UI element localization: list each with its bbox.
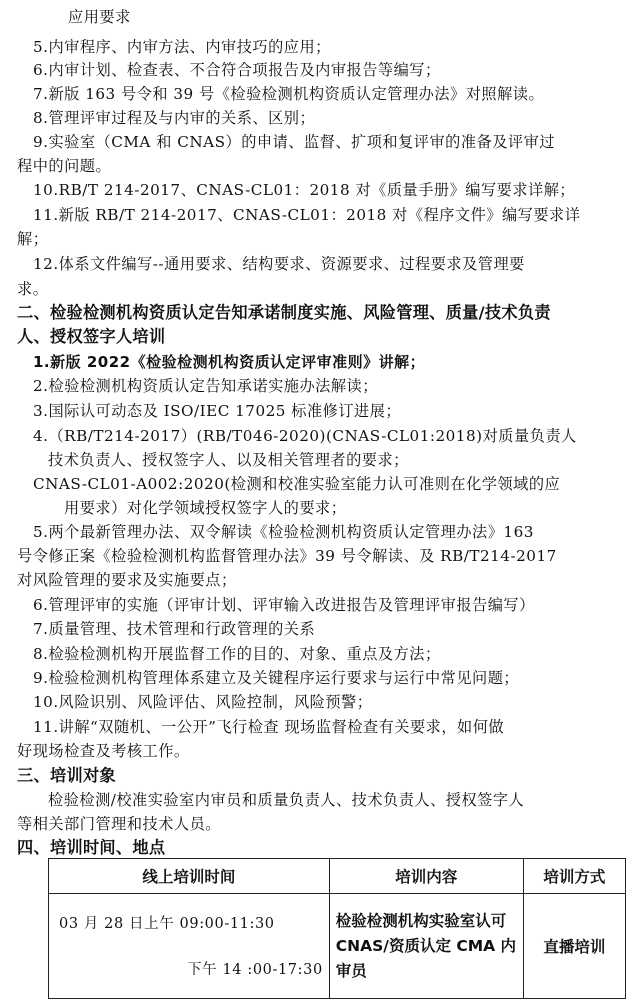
time-morning: 03 月 28 日上午 09:00-11:30 [59,916,275,932]
content-cell: 检验检测机构实验室认可 CNAS/资质认定 CMA 内审员 [329,894,523,999]
s4-heading: 四、培训时间、地点 [17,838,166,857]
s2-item-4-line2: 技术负责人、授权签字人、以及相关管理者的要求； [48,451,409,469]
s2-heading-line2: 人、授权签字人培训 [17,327,166,346]
s2-item-11-line1: 11.讲解“双随机、一公开”飞行检查 现场监督检查有关要求，如何做 [33,718,505,736]
s3-heading: 三、培训对象 [17,766,116,785]
s2-item-5-line2: 号令修正案《检验检测机构监督管理办法》39 号令解读、及 RB/T214-2017 [17,547,557,565]
s1-item-8: 8.管理评审过程及与内审的关系、区别； [33,109,316,127]
header-mode: 培训方式 [523,859,625,894]
table-header-row [49,859,626,894]
header-online-time: 线上培训时间 [49,859,330,894]
s2-item-8: 8.检验检测机构开展监督工作的目的、对象、重点及方法； [33,645,441,663]
s1-item-10: 10.RB/T 214-2017、CNAS-CL01：2018 对《质量手册》编写要求详解； [33,181,576,199]
table-row [49,894,626,999]
s3-text-line2: 等相关部门管理和技术人员。 [17,815,221,833]
s2-item-10: 10.风险识别、风险评估、风险控制，风险预警； [33,693,373,711]
s2-item-6: 6.管理评审的实施（评审计划、评审输入改进报告及管理评审报告编写） [33,596,535,614]
time-cell [49,894,330,999]
s1-item-9-line2: 程中的问题。 [17,157,112,175]
s1-item-11-line1: 11.新版 RB/T 214-2017、CNAS-CL01：2018 对《程序文件》编写要求详 [33,206,581,224]
s1-item-5: 5.内审程序、内审方法、内审技巧的应用； [33,38,331,56]
s2-item-2: 2.检验检测机构资质认定告知承诺实施办法解读； [33,377,378,395]
header-content: 培训内容 [329,859,523,894]
s3-text-line1: 检验检测/校准实验室内审员和质量负责人、技术负责人、授权签字人 [48,791,525,809]
s2-item-4-line1: 4.（RB/T214-2017）(RB/T046-2020)(CNAS-CL01:2018)对质量负责人 [33,427,577,445]
s2-item-4-line4: 用要求）对化学领域授权签字人的要求； [64,499,347,517]
s2-item-3: 3.国际认可动态及 ISO/IEC 17025 标准修订进展； [33,402,402,420]
s1-item-9-line1: 9.实验室（CMA 和 CNAS）的申请、监督、扩项和复评审的准备及评审过 [33,133,555,151]
s1-continuation: 应用要求 [68,8,131,26]
s1-item-6: 6.内审计划、检查表、不合符合项报告及内审报告等编写； [33,61,441,79]
s1-item-12-line2: 求。 [17,280,49,298]
s2-item-7: 7.质量管理、技术管理和行政管理的关系 [33,620,316,638]
s2-heading-line1: 二、检验检测机构资质认定告知承诺制度实施、风险管理、质量/技术负责 [17,303,551,322]
s2-item-5-line3: 对风险管理的要求及实施要点； [17,571,237,589]
s2-item-1: 1.新版 2022《检验检测机构资质认定评审准则》讲解； [33,353,426,371]
mode-cell: 直播培训 [523,894,625,999]
s2-item-4-line3: CNAS-CL01-A002:2020(检测和校准实验室能力认可准则在化学领域的应 [33,475,561,493]
s2-item-11-line2: 好现场检查及考核工作。 [17,742,190,760]
s1-item-12-line1: 12.体系文件编写--通用要求、结构要求、资源要求、过程要求及管理要 [33,255,525,273]
s1-item-11-line2: 解； [17,230,49,248]
training-schedule-table [48,858,626,999]
s2-item-5-line1: 5.两个最新管理办法、双令解读《检验检测机构资质认定管理办法》163 [33,523,534,541]
s2-item-9: 9.检验检测机构管理体系建立及关键程序运行要求与运行中常见问题； [33,669,520,687]
time-afternoon: 下午 14 :00-17:30 [187,962,323,978]
s1-item-7: 7.新版 163 号令和 39 号《检验检测机构资质认定管理办法》对照解读。 [33,85,545,103]
